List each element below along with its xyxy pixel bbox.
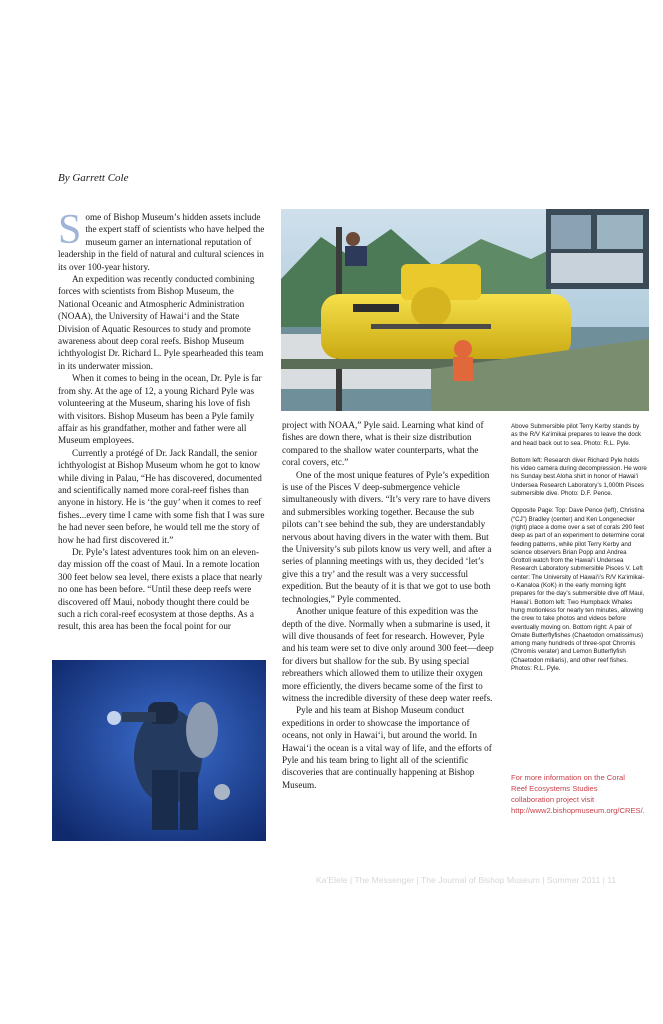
caption-above: Above Submersible pilot Terry Kerby stands by as the R/V Ka‘imikai prepares to leave the dock and head back out to sea. Photo: R.L. Pyle.	[511, 423, 642, 447]
more-info-link[interactable]: For more information on the Coral Reef Ecosystems Studies collaboration project visit http://www2.bishopmuseum.org/CRES/.	[511, 773, 645, 815]
paragraph: project with NOAA,” Pyle said. Learning what kind of fishes are down there, what is their size distribution compared to the shallow water counterparts, what the coral covers, etc.”	[282, 420, 484, 468]
submarine-photo	[281, 209, 649, 411]
paragraph: Currently a protégé of Dr. Jack Randall, the senior ichthyologist at Bishop Museum whom he got to know while diving in Palau, “He has discovered, documented and scientifically named more coral-reef fishes than anyone in history. He is ‘the guy’ when it comes to reef fishes...every time I came with some fish that I was sure he had never seen before, he would tell me the story of how he had first discovered it.”	[58, 447, 265, 545]
article-column-2	[282, 419, 494, 791]
page-footer: Ka‘Elele | The Messenger | The Journal of Bishop Museum | Summer 2011 | 11	[316, 875, 617, 885]
paragraph: Dr. Pyle’s latest adventures took him on an eleven-day mission off the coast of Maui. In a remote location 300 feet below sea level, there exists a place that nearly no one has been before. “Until these deep reefs were discovered off Maui, nobody thought there could be such a rich coral-reef ecosystem at those depths. As a result, this area has been the focal point for our	[58, 546, 263, 632]
photo-captions	[511, 423, 647, 682]
paragraph: One of the most unique features of Pyle’s expedition is use of the Pisces V deep-submergence vehicle simultaneously with divers. “It’s very rare to have divers and submersibles working together. Because the sub pilots can’t see behind the sub, they are understandably nervous about having divers in the water with them. But the University’s sub pilots know us very well, and after a series of planning meetings with us, they decided ‘let’s give this a try’ and the result was a very successful expedition. But the beauty of it is that we got to use both technologies,” Pyle commented.	[282, 469, 492, 604]
caption-bottom-left: Bottom left: Research diver Richard Pyle holds his video camera during decompression. He wore his Sunday best Aloha shirt in honor of Hawai‘i Undersea Research Laboratory’s 1,000th Pisces submersible dive. Photo: D.F. Pence.	[511, 456, 647, 498]
paragraph: When it comes to being in the ocean, Dr. Pyle is far from shy. At the age of 12, a young Richard Pyle was volunteering at the Museum, sharing his love of fish with visitors. Bishop Museum has been a Pyle family affair as his grandfather, mother and father were all Museum employees.	[58, 373, 262, 446]
article-column-1	[58, 207, 266, 633]
paragraph: Pyle and his team at Bishop Museum conduct expeditions in order to showcase the importance of oceans, not only in Hawai‘i, but around the world. In Hawai‘i the ocean is a vital way of life, and the efforts of Pyle and his team bring to light all of the scientific discoveries that are continually happening at Bishop Museum.	[282, 705, 492, 790]
caption-opposite-page: Opposite Page: Top: Dave Pence (left), Christina (“CJ”) Bradley (center) and Ken Longenecker (right) place a dome over a set of corals 290 feet deep as part of an experiment to determine coral feeding patterns, while pilot Terry Kerby and science observers Brian Popp and Andrea Grottoli watch from the Hawai‘i Undersea Research Laboratory submersible Pisces V. Left center: The University of Hawai‘i’s R/V Ka‘imikai-o-Kanaloa (KoK) in the early morning light prepares for the day’s submersible dive off Maui, Hawai‘i. Bottom left: Two Humpback Whales hung motionless for nearly ten minutes, allowing the crew to take photos and videos before eventually moving on. Bottom right: A pair of Ornate Butterflyfishes (Chaetodon ornatissimus) among many hundreds of three-spot Chromis (Chromis verater) and Lemon Butterflyfish (Chaetodon miliaris), and other reef fishes. Photos: R.L. Pyle.	[511, 507, 645, 673]
dropcap: S	[58, 207, 82, 253]
paragraph: Another unique feature of this expedition was the depth of the dive. Normally when a submarine is used, it will dive thousands of feet for research. However, Pyle and his team were set to dive only around 300 feet—deep for divers but shallow for the sub. By using special rebreathers which allowed them to utilize their oxygen more efficiently, the divers became some of the first to witness the incredible diversity of these deep water reefs.	[282, 606, 494, 703]
byline: By Garrett Cole	[58, 172, 129, 184]
paragraph: An expedition was recently conducted combining forces with scientists from Bishop Museum, the National Oceanic and Atmospheric Administration (NOAA), the University of Hawai‘i and the State Division of Aquatic Resources to study and promote awareness about deep coral reefs. Bishop Museum ichthyologist Dr. Richard L. Pyle spearheaded this team in its underwater mission.	[58, 274, 264, 371]
diver-photo	[52, 660, 266, 841]
paragraph: ome of Bishop Museum’s hidden assets include the expert staff of scientists who have helped the museum garner an international reputation of leadership in the field of natural and cultural sciences in its over 100-year history.	[58, 212, 265, 272]
